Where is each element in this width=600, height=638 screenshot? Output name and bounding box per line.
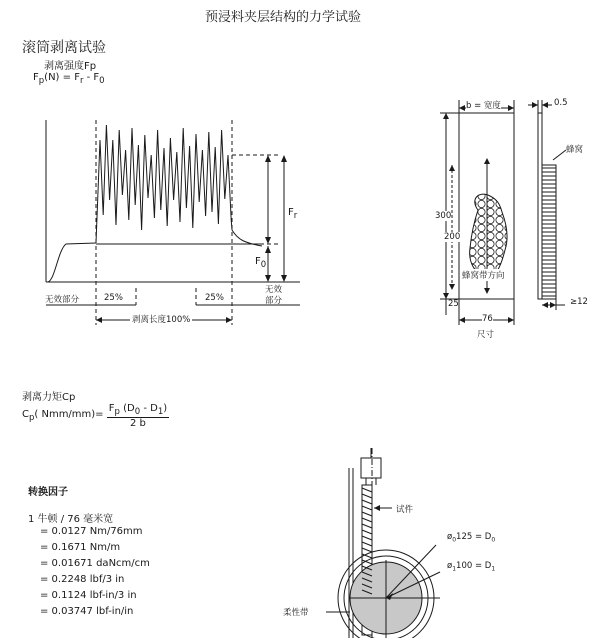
- size-label: 尺寸: [477, 330, 495, 340]
- dim-ge12-label: ≥12: [570, 297, 588, 307]
- conversion-item: = 0.03747 lbf-in/in: [40, 606, 134, 617]
- torque-title: 剥离力矩Cp: [22, 392, 76, 403]
- pct-right-label: 25%: [205, 293, 224, 303]
- ribbon-direction-label: 蜂窝带方向: [462, 271, 505, 281]
- f0-label: $F_0$: [255, 256, 267, 270]
- flex-band-label: 柔性带: [283, 608, 309, 618]
- peel-length-label: 剥离长度100%: [132, 315, 191, 325]
- conversion-item: = 0.2248 lbf/3 in: [40, 574, 125, 585]
- honeycomb-label: 蜂窝: [566, 145, 584, 155]
- section-title-roller-peel: 滚筒剥离试验: [22, 40, 106, 56]
- conversion-title: 转换因子: [28, 487, 68, 498]
- conversion-item: = 0.1124 lbf-in/3 in: [40, 590, 137, 601]
- specimen-label: 试件: [396, 505, 414, 515]
- width-label: b = 宽度: [466, 101, 501, 111]
- conversion-item: = 0.0127 Nm/76mm: [40, 526, 143, 537]
- invalid-right-label-2: 部分: [265, 296, 283, 306]
- d0-label: $ø_0125 = D_0$: [447, 532, 496, 544]
- invalid-right-label-1: 无效: [265, 285, 283, 295]
- fr-label: $F_r$: [288, 207, 298, 221]
- dim-200-label: 200: [444, 232, 461, 242]
- dim-76-label: 76: [482, 314, 493, 324]
- dim-300-label: 300: [435, 211, 452, 221]
- invalid-left-label: 无效部分: [45, 295, 80, 305]
- pct-left-label: 25%: [104, 293, 123, 303]
- d1-label: $ø_1100 = D_1$: [447, 561, 496, 573]
- conversion-item: = 0.1671 Nm/m: [40, 542, 121, 553]
- top-clamp: [361, 458, 381, 478]
- peel-strength-formula: $F_p(N) = F_r - F_0$: [33, 72, 105, 86]
- thickness-label: 0.5: [554, 98, 568, 108]
- conversion-item: = 0.01671 daNcm/cm: [40, 558, 150, 569]
- dim-25-label: 25: [448, 299, 459, 309]
- peel-strength-label: 剥离强度Fp: [44, 61, 97, 72]
- page-title: 预浸料夹层结构的力学试验: [205, 10, 362, 25]
- conversion-first: 1 牛顿 / 76 毫米宽: [28, 514, 114, 525]
- torque-formula: $C_p$( Nmm/mm)= $\frac{F_p (D_0 - D_1)}{2 b}$: [22, 403, 168, 429]
